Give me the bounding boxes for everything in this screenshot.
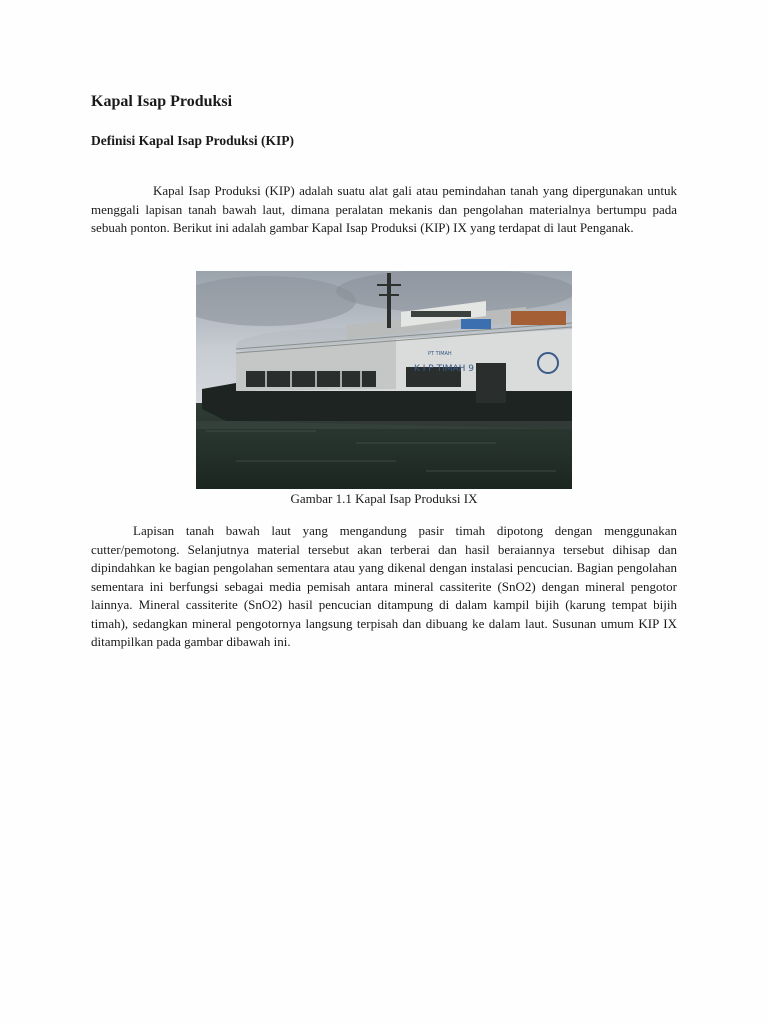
ship-photo bbox=[196, 271, 572, 489]
section-title: Definisi Kapal Isap Produksi (KIP) bbox=[91, 133, 295, 148]
paragraph-definition: Kapal Isap Produksi (KIP) adalah suatu alat gali atau pemindahan tanah yang dipergunakan untuk menggali lapisan tanah bawah laut, dimana peralatan mekanis dan pengolahan materialnya bertumpu pada sebuah ponton. Berikut ini adalah gambar Kapal Isap Produksi (KIP) IX yang terdapat di laut Penganak. bbox=[91, 183, 677, 235]
paragraph-process: Lapisan tanah bawah laut yang mengandung pasir timah dipotong dengan menggunakan cutter/pemotong. Selanjutnya material tersebut akan terberai dan hasil beraiannya tersebut dihisap dan dipindahkan ke bagian pengolahan sementara atau yang dikenal dengan instalasi pencucian. Bagian pengolahan sementara ini berfungsi sebagai media pemisah antara mineral cassiterite (SnO2) dengan mineral pengotor lainnya. Mineral cassiterite (SnO2) hasil pencucian ditampung di dalam kampil bijih (karung tempat bijih timah), sedangkan mineral pengotornya langsung terpisah dan dibuang ke dalam laut. Susunan umum KIP IX ditampilkan pada gambar dibawah ini. bbox=[91, 523, 677, 649]
document-title: Kapal Isap Produksi bbox=[91, 93, 233, 110]
hull-text-small: PT TIMAH bbox=[428, 351, 452, 357]
figure-caption: Gambar 1.1 Kapal Isap Produksi IX bbox=[290, 491, 478, 506]
figure-ship-photo bbox=[196, 271, 572, 489]
hull-text-large: K I P TIMAH 9 bbox=[414, 364, 474, 374]
